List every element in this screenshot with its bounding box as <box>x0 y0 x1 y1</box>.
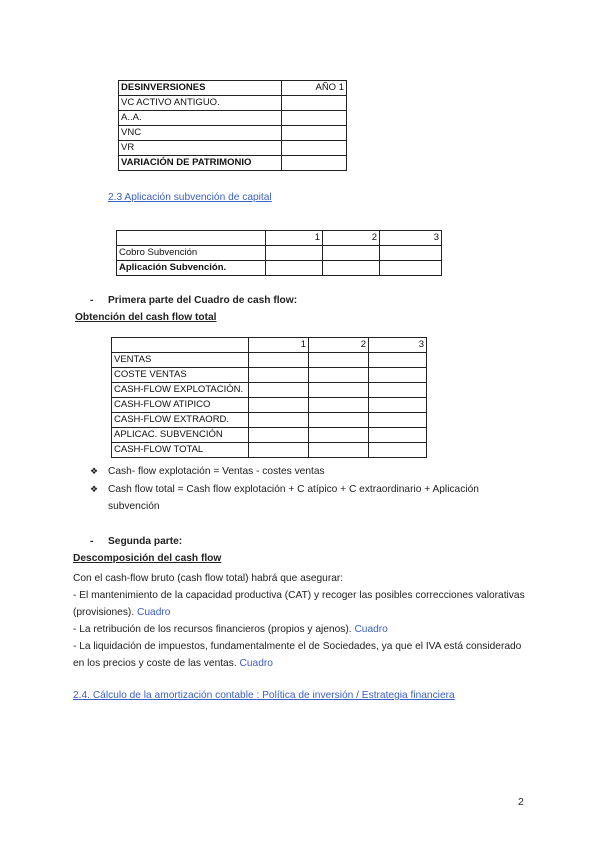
intro-text: Con el cash-flow bruto (cash flow total) habrá que asegurar: <box>73 573 344 584</box>
table-header-cell: 3 <box>369 338 427 353</box>
table-cell: APLICAC. SUBVENCIÓN <box>112 428 249 443</box>
table-row <box>112 443 427 458</box>
table-row <box>119 126 347 141</box>
table-header-cell: 1 <box>266 231 323 246</box>
first-part-dash: - <box>90 295 94 306</box>
diamond-bullet-icon: ❖ <box>90 484 99 494</box>
table-cell: VNC <box>119 126 282 141</box>
list-item <box>73 587 533 621</box>
list-item <box>73 638 533 672</box>
table-row <box>119 141 347 156</box>
table-cell: A..A. <box>119 111 282 126</box>
table-row <box>117 231 442 246</box>
section-2-3-link[interactable]: 2.3 Aplicación subvención de capital <box>108 192 272 203</box>
second-part-body <box>73 570 533 672</box>
table-cell: VENTAS <box>112 353 249 368</box>
table-row <box>112 338 427 353</box>
table-header-cell: 2 <box>323 231 380 246</box>
table-cell: CASH-FLOW EXPLOTACIÓN. <box>112 383 249 398</box>
second-part-dash: - <box>90 536 94 547</box>
section-2-4-link[interactable]: 2.4. Cálculo de la amortización contable : Política de inversión / Estrategia financiera <box>73 690 455 701</box>
list-item <box>73 621 533 638</box>
table-header-cell <box>112 338 249 353</box>
first-part-subheading: Obtención del cash flow total <box>75 312 217 323</box>
table-row <box>119 111 347 126</box>
table-header-cell: 3 <box>380 231 442 246</box>
table-row <box>112 398 427 413</box>
table-row <box>112 413 427 428</box>
table-cell: Aplicación Subvención. <box>117 261 266 276</box>
table-header-cell: 2 <box>309 338 369 353</box>
table-header-cell: 1 <box>249 338 309 353</box>
second-part-subheading: Descomposición del cash flow <box>73 553 222 564</box>
table-header-cell: AÑO 1 <box>282 81 347 96</box>
cuadro-link[interactable]: Cuadro <box>137 607 171 618</box>
table-row <box>112 368 427 383</box>
table-cell: VC ACTIVO ANTIGUO. <box>119 96 282 111</box>
item-text: - El mantenimiento de la capacidad productiva (CAT) y recoger las posibles correcciones valorativas (provisiones). <box>73 590 525 618</box>
table-cell: CASH-FLOW EXTRAORD. <box>112 413 249 428</box>
table-header-cell: DESINVERSIONES <box>119 81 282 96</box>
cash-flow-table <box>111 337 427 458</box>
table-row <box>119 96 347 111</box>
table-row <box>112 428 427 443</box>
subvencion-table <box>116 230 442 276</box>
table-header-cell <box>117 231 266 246</box>
table-row <box>112 383 427 398</box>
item-text: - La retribución de los recursos financieros (propios y ajenos). <box>73 624 352 635</box>
bullet-text: Cash flow total = Cash flow explotación + C atípico + C extraordinario + Aplicación subvención <box>108 484 479 512</box>
table-cell: VR <box>119 141 282 156</box>
table-cell: COSTE VENTAS <box>112 368 249 383</box>
second-part-heading: Segunda parte: <box>108 536 183 547</box>
diamond-bullet-icon: ❖ <box>90 466 99 476</box>
bullet-text: Cash- flow explotación = Ventas - costes ventas <box>108 466 325 477</box>
table-cell: CASH-FLOW ATIPICO <box>112 398 249 413</box>
cuadro-link[interactable]: Cuadro <box>354 624 388 635</box>
table-row <box>117 246 442 261</box>
table-row <box>119 81 347 96</box>
table-row <box>117 261 442 276</box>
page-number: 2 <box>518 796 524 808</box>
first-part-heading: Primera parte del Cuadro de cash flow: <box>108 295 298 306</box>
table-row <box>112 353 427 368</box>
cuadro-link[interactable]: Cuadro <box>239 658 273 669</box>
table-row <box>119 156 347 171</box>
item-text: - La liquidación de impuestos, fundamentalmente el de Sociedades, ya que el IVA está considerado en los precios y coste de las ventas. <box>73 641 522 669</box>
table-cell: Cobro Subvención <box>117 246 266 261</box>
desinversiones-table <box>118 80 347 171</box>
table-cell: CASH-FLOW TOTAL <box>112 443 249 458</box>
table-cell: VARIACIÓN DE PATRIMONIO <box>119 156 282 171</box>
